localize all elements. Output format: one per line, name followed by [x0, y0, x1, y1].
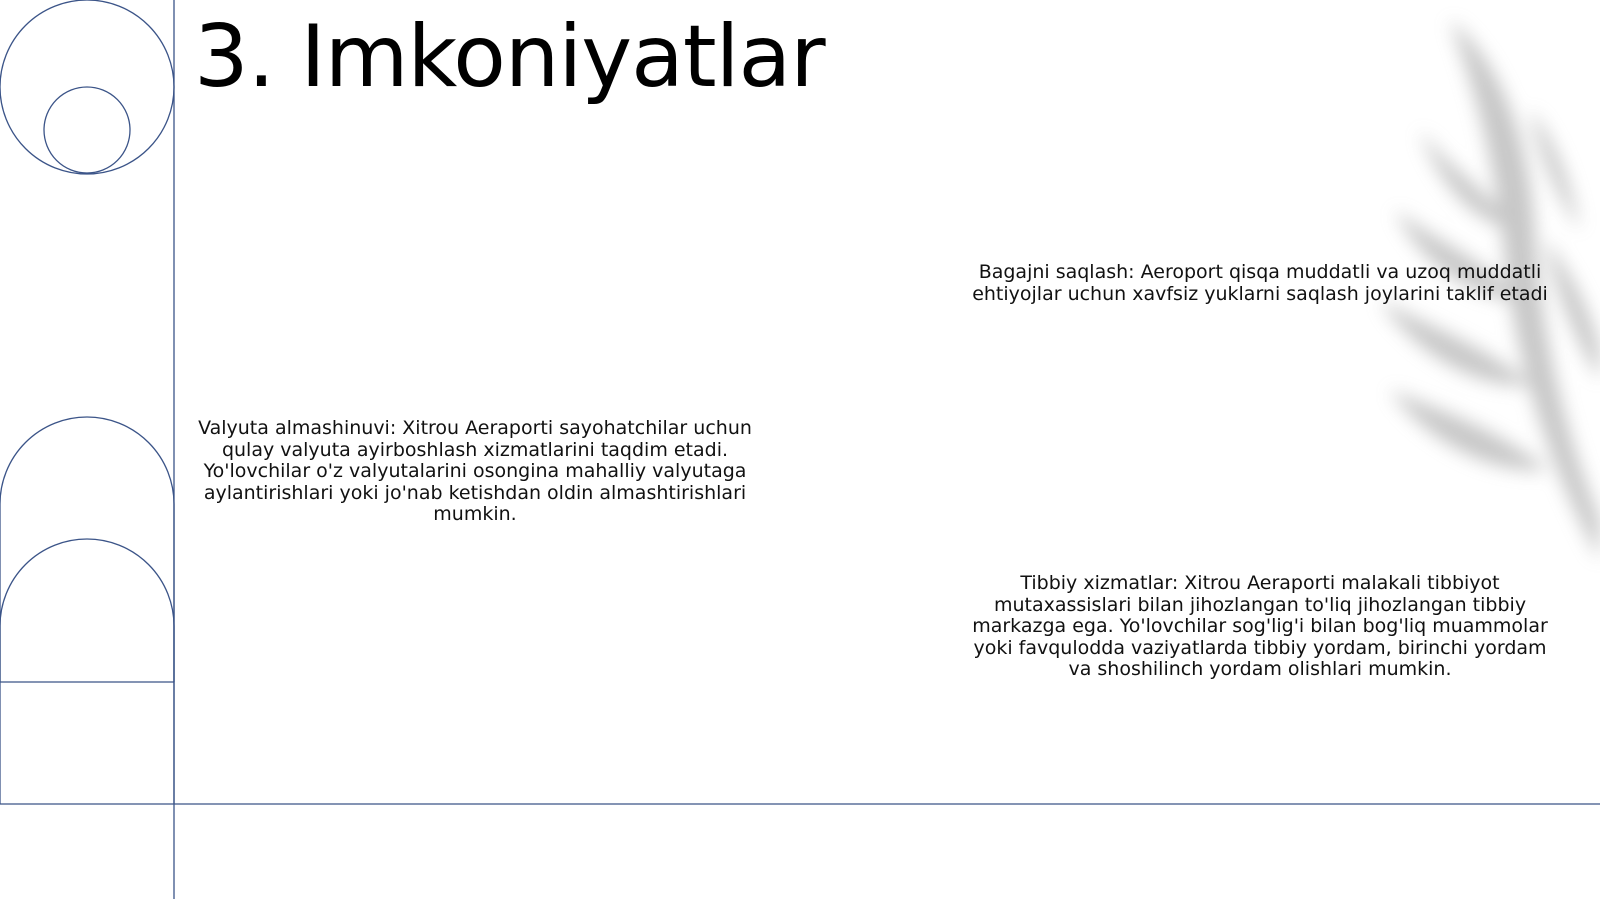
- lower-arch-outline: [0, 539, 174, 682]
- small-circle-outline: [44, 87, 130, 173]
- slide-title: 3. Imkoniyatlar: [194, 7, 825, 107]
- tibbiy-text-block: Tibbiy xizmatlar: Xitrou Aeraporti malakali tibbiyot mutaxassislari bilan jihozlangan to'liq jihozlangan tibbiy markazga ega. Yo'lovchilar sog'lig'i bilan bog'liq muammolar yoki favqulodda vaziyatlarda tibbiy yordam, birinchi yordam va shoshilinch yordam olishlari mumkin.: [972, 572, 1548, 680]
- valyuta-text-block: Valyuta almashinuvi: Xitrou Aeraporti sayohatchilar uchun qulay valyuta ayirboshlash xizmatlarini taqdim etadi. Yo'lovchilar o'z valyutalarini osongina mahalliy valyutaga aylantirishlari yoki jo'nab ketishdan oldin almashtirishlari mumkin.: [198, 417, 752, 525]
- blurred-leaf-image: [1300, 0, 1600, 640]
- bagaj-text-block: Bagajni saqlash: Aeroport qisqa muddatli va uzoq muddatli ehtiyojlar uchun xavfsiz yuklarni saqlash joylarini taklif etadi: [972, 261, 1548, 305]
- upper-arch-outline: [0, 417, 174, 804]
